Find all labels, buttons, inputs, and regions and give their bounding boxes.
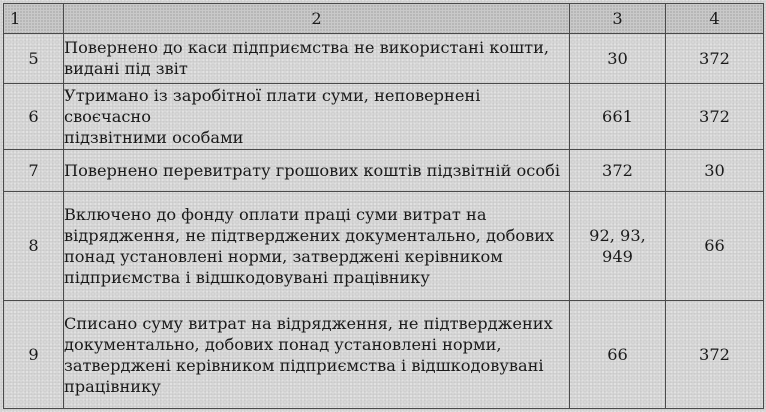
description-line: підприємства і відшкодовувані працівнику (64, 267, 430, 287)
row-number: 8 (4, 191, 64, 301)
debit-account (570, 33, 666, 83)
description-line: Утримано із заробітної плати суми, неповернені своєчасно (64, 85, 481, 126)
row-description (64, 83, 570, 149)
description-line: документально, добових понад установлені норми, (64, 334, 502, 354)
description-line: понад установлені норми, затверджені керівником (64, 246, 503, 266)
header-cell-3: 3 (570, 4, 666, 34)
debit-account (570, 301, 666, 409)
header-cell-4: 4 (666, 4, 764, 34)
description-line: Повернено до каси підприємства не використані кошти, (64, 38, 550, 58)
header-cell-1: 1 (4, 4, 64, 34)
debit-line: 372 (602, 160, 633, 180)
credit-account: 66 (666, 191, 764, 301)
description-line: Списано суму витрат на відрядження, не підтверджених (64, 313, 553, 333)
table-row (4, 33, 764, 83)
row-description (64, 33, 570, 83)
description-line: підзвітними особами (64, 127, 244, 147)
table-row (4, 149, 764, 191)
debit-line: 30 (607, 48, 628, 68)
credit-account: 372 (666, 83, 764, 149)
header-cell-2: 2 (64, 4, 570, 34)
description-line: Включено до фонду оплати праці суми витрат на (64, 204, 487, 224)
row-description (64, 301, 570, 409)
debit-account (570, 149, 666, 191)
debit-line: 661 (602, 106, 633, 126)
credit-account: 30 (666, 149, 764, 191)
description-line: видані під звіт (64, 59, 188, 79)
description-line: працівнику (64, 376, 161, 396)
debit-line: 92, 93, (589, 225, 646, 245)
row-number: 7 (4, 149, 64, 191)
table-row (4, 191, 764, 301)
debit-account (570, 191, 666, 301)
debit-line: 66 (607, 345, 628, 365)
row-description (64, 149, 570, 191)
description-line: затверджені керівником підприємства і відшкодовувані (64, 355, 544, 375)
debit-account (570, 83, 666, 149)
credit-account: 372 (666, 301, 764, 409)
table-row (4, 301, 764, 409)
row-number: 9 (4, 301, 64, 409)
accounting-entries-table (3, 3, 764, 409)
table-header-row (4, 4, 764, 34)
description-line: відрядження, не підтверджених документально, добових (64, 225, 555, 245)
description-line: Повернено перевитрату грошових коштів підзвітній особі (64, 160, 561, 180)
row-number: 5 (4, 33, 64, 83)
row-number: 6 (4, 83, 64, 149)
debit-line: 949 (602, 246, 633, 266)
row-description (64, 191, 570, 301)
table-row (4, 83, 764, 149)
credit-account: 372 (666, 33, 764, 83)
